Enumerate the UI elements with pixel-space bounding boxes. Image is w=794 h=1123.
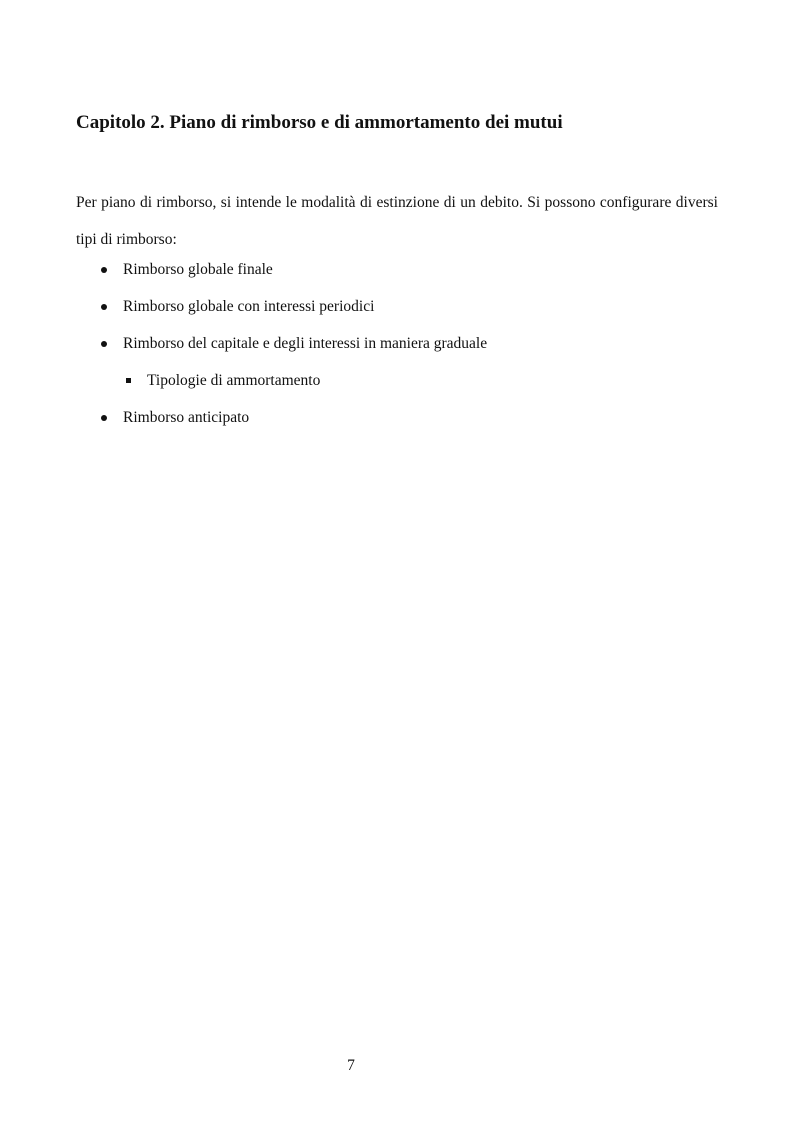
bullet-icon	[101, 341, 107, 347]
page-number: 7	[347, 1057, 355, 1074]
bullet-icon	[101, 415, 107, 421]
list-item-label: Rimborso del capitale e degli interessi in maniera graduale	[123, 335, 488, 352]
intro-paragraph: Per piano di rimborso, si intende le modalità di estinzione di un debito. Si possono configurare diversi tipi di rimborso:	[76, 194, 718, 248]
list-item-label: Rimborso anticipato	[123, 409, 250, 426]
bullet-icon	[101, 267, 107, 273]
bullet-icon	[101, 304, 107, 310]
square-bullet-icon	[126, 378, 131, 383]
list-item-label: Rimborso globale finale	[123, 261, 273, 278]
sub-list-item-label: Tipologie di ammortamento	[147, 372, 321, 389]
chapter-title: Capitolo 2. Piano di rimborso e di ammortamento dei mutui	[76, 112, 563, 133]
list-item-label: Rimborso globale con interessi periodici	[123, 298, 375, 315]
